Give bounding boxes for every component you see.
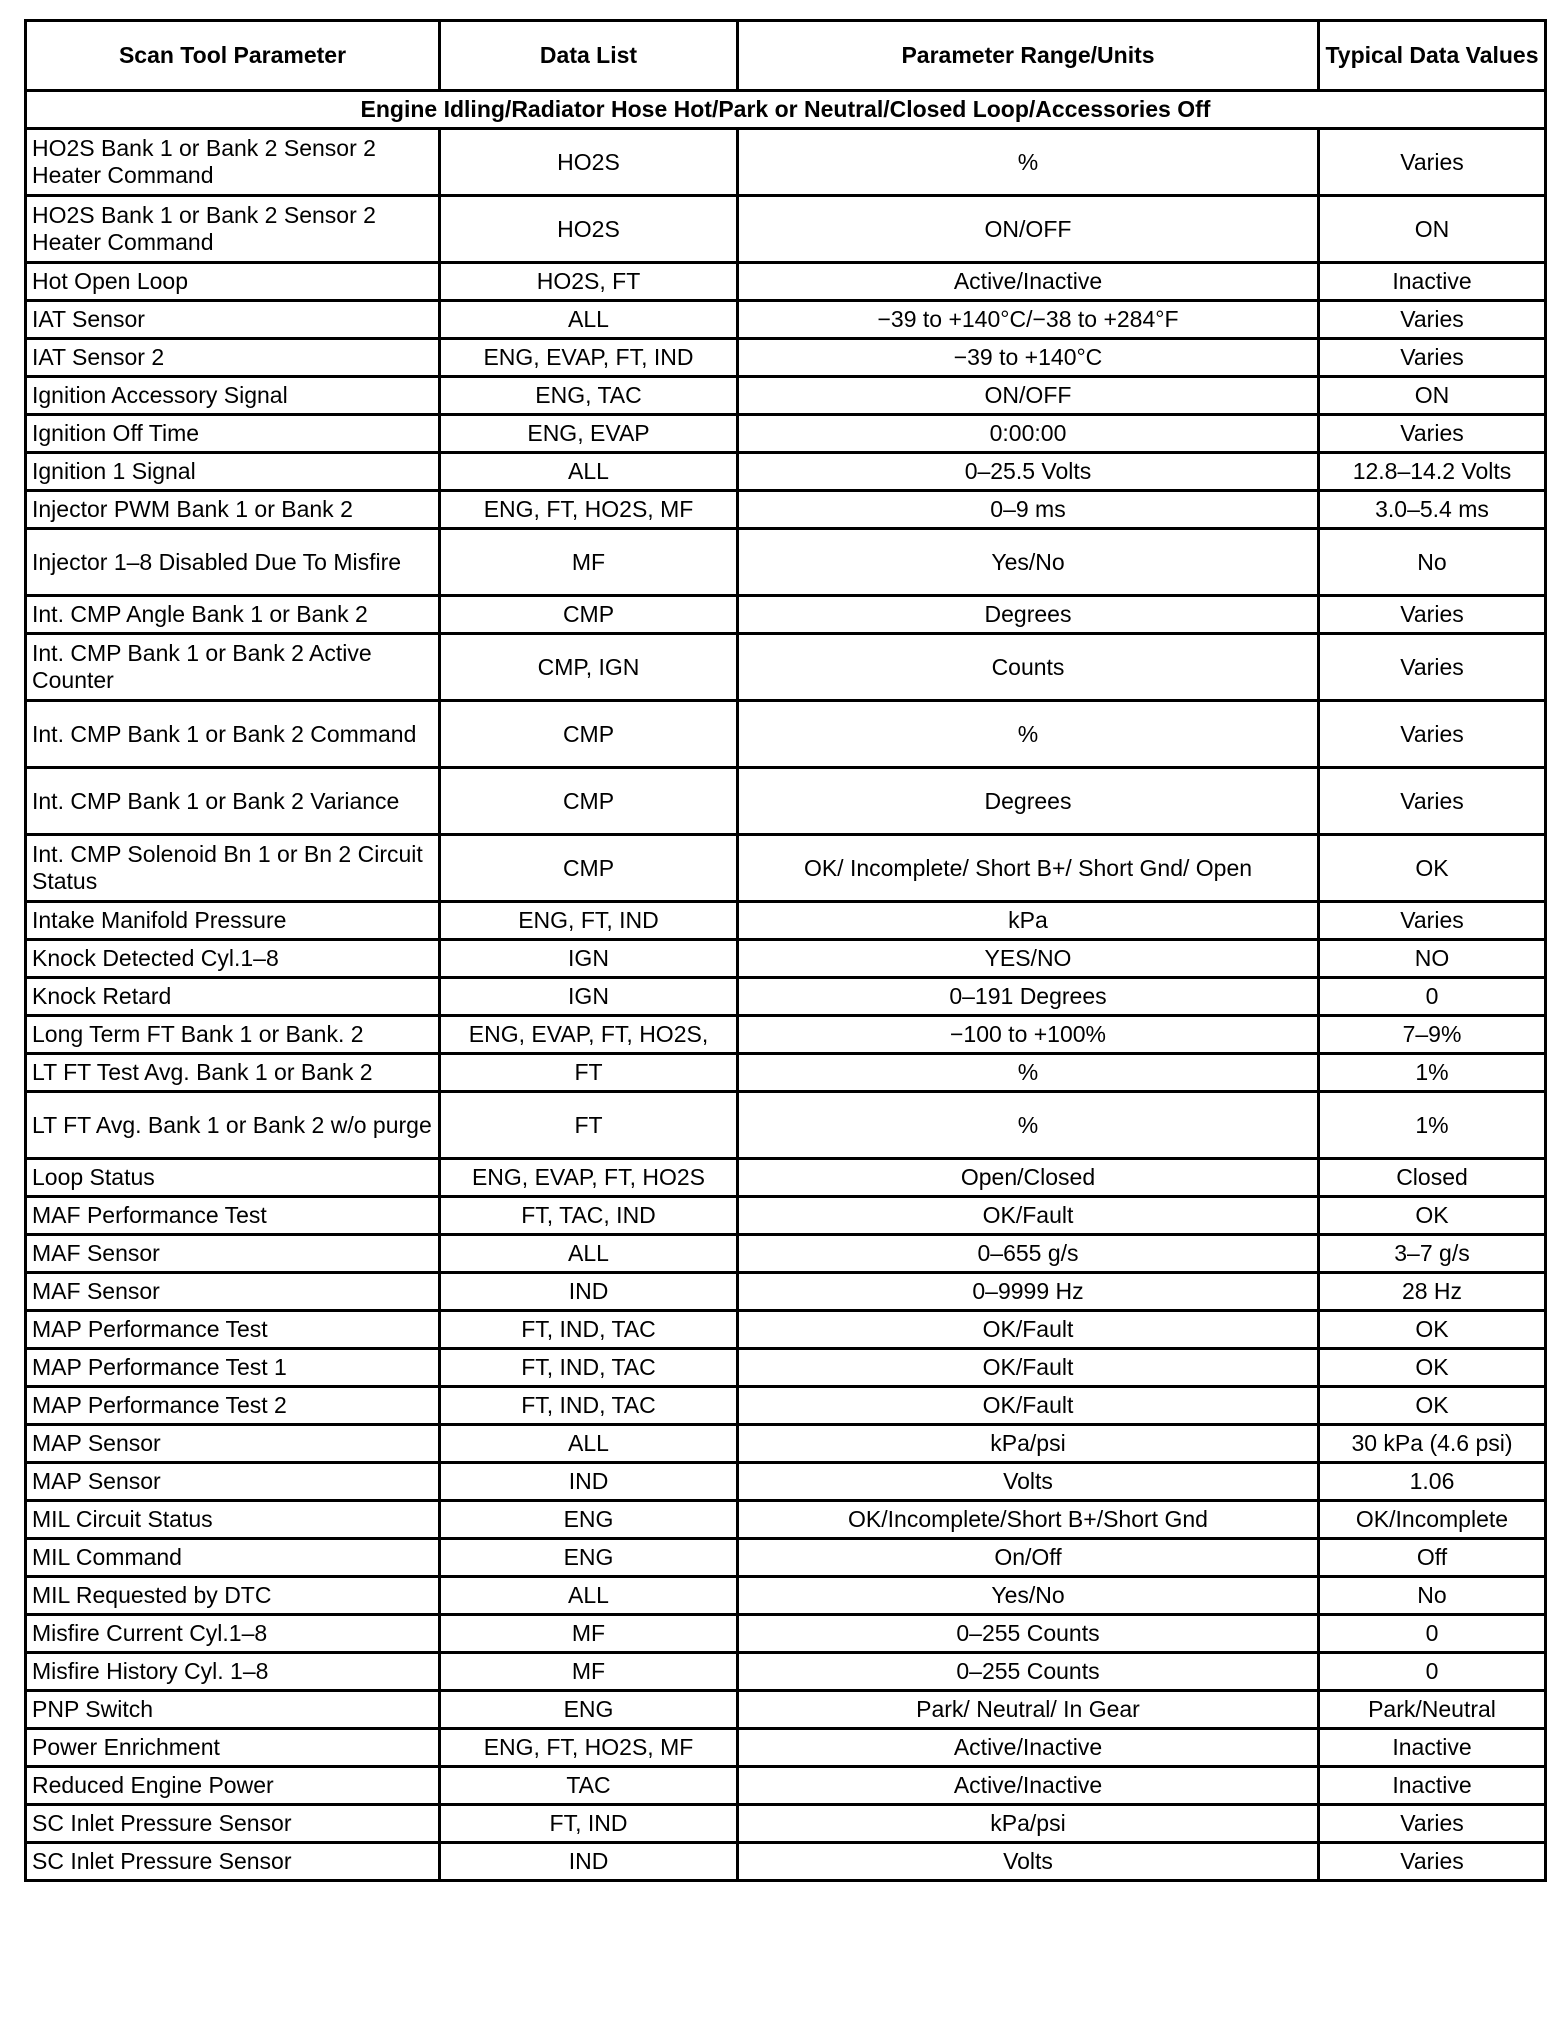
cell-parameter: Hot Open Loop xyxy=(26,263,440,301)
condition-row xyxy=(26,91,1546,129)
table-row xyxy=(26,1349,1546,1387)
table-row xyxy=(26,1729,1546,1767)
cell-typical-value: Varies xyxy=(1319,1843,1546,1881)
cell-range: Active/Inactive xyxy=(738,1729,1319,1767)
table-row xyxy=(26,1197,1546,1235)
cell-data-list: ENG, EVAP xyxy=(440,415,738,453)
cell-parameter: MAP Performance Test 1 xyxy=(26,1349,440,1387)
cell-typical-value: 12.8–14.2 Volts xyxy=(1319,453,1546,491)
table-row xyxy=(26,1235,1546,1273)
cell-range: OK/Fault xyxy=(738,1197,1319,1235)
cell-data-list: ENG, FT, IND xyxy=(440,902,738,940)
table-row xyxy=(26,1092,1546,1159)
cell-parameter: MAP Sensor xyxy=(26,1463,440,1501)
cell-typical-value: Varies xyxy=(1319,129,1546,196)
table-row xyxy=(26,1653,1546,1691)
table-row xyxy=(26,1805,1546,1843)
cell-range: Active/Inactive xyxy=(738,263,1319,301)
cell-parameter: Ignition 1 Signal xyxy=(26,453,440,491)
cell-parameter: Loop Status xyxy=(26,1159,440,1197)
cell-range: On/Off xyxy=(738,1539,1319,1577)
cell-typical-value: 3–7 g/s xyxy=(1319,1235,1546,1273)
cell-range: 0–191 Degrees xyxy=(738,978,1319,1016)
cell-parameter: Int. CMP Bank 1 or Bank 2 Active Counter xyxy=(26,634,440,701)
cell-range: ON/OFF xyxy=(738,377,1319,415)
cell-typical-value: 0 xyxy=(1319,1653,1546,1691)
cell-data-list: ALL xyxy=(440,1235,738,1273)
cell-parameter: Int. CMP Angle Bank 1 or Bank 2 xyxy=(26,596,440,634)
cell-data-list: CMP xyxy=(440,768,738,835)
cell-range: Yes/No xyxy=(738,529,1319,596)
header-typical-data-values: Typical Data Values xyxy=(1319,21,1546,91)
table-row xyxy=(26,1843,1546,1881)
table-row xyxy=(26,1539,1546,1577)
cell-typical-value: 7–9% xyxy=(1319,1016,1546,1054)
table-row xyxy=(26,634,1546,701)
cell-data-list: MF xyxy=(440,1653,738,1691)
cell-data-list: CMP xyxy=(440,596,738,634)
cell-range: % xyxy=(738,701,1319,768)
cell-typical-value: 0 xyxy=(1319,978,1546,1016)
cell-parameter: Knock Detected Cyl.1–8 xyxy=(26,940,440,978)
cell-parameter: MAF Sensor xyxy=(26,1273,440,1311)
cell-parameter: Injector PWM Bank 1 or Bank 2 xyxy=(26,491,440,529)
table-row xyxy=(26,978,1546,1016)
cell-typical-value: Varies xyxy=(1319,339,1546,377)
scan-tool-data-table xyxy=(24,19,1547,1882)
cell-typical-value: 0 xyxy=(1319,1615,1546,1653)
cell-typical-value: OK xyxy=(1319,1387,1546,1425)
cell-range: 0–655 g/s xyxy=(738,1235,1319,1273)
header-row xyxy=(26,21,1546,91)
cell-typical-value: Closed xyxy=(1319,1159,1546,1197)
cell-parameter: MAP Performance Test xyxy=(26,1311,440,1349)
cell-data-list: FT, IND xyxy=(440,1805,738,1843)
header-scan-tool-parameter: Scan Tool Parameter xyxy=(26,21,440,91)
cell-range: 0:00:00 xyxy=(738,415,1319,453)
cell-data-list: IND xyxy=(440,1273,738,1311)
cell-data-list: ALL xyxy=(440,1425,738,1463)
cell-range: 0–25.5 Volts xyxy=(738,453,1319,491)
cell-range: Volts xyxy=(738,1463,1319,1501)
table-row xyxy=(26,339,1546,377)
table-row xyxy=(26,1425,1546,1463)
table-row xyxy=(26,1463,1546,1501)
cell-data-list: HO2S xyxy=(440,129,738,196)
cell-typical-value: Varies xyxy=(1319,902,1546,940)
cell-typical-value: 30 kPa (4.6 psi) xyxy=(1319,1425,1546,1463)
cell-parameter: MIL Requested by DTC xyxy=(26,1577,440,1615)
cell-parameter: Misfire Current Cyl.1–8 xyxy=(26,1615,440,1653)
cell-range: OK/Fault xyxy=(738,1349,1319,1387)
table-row xyxy=(26,453,1546,491)
cell-range: −100 to +100% xyxy=(738,1016,1319,1054)
table-row xyxy=(26,940,1546,978)
cell-parameter: PNP Switch xyxy=(26,1691,440,1729)
cell-range: 0–9 ms xyxy=(738,491,1319,529)
cell-parameter: HO2S Bank 1 or Bank 2 Sensor 2 Heater Command xyxy=(26,129,440,196)
cell-data-list: HO2S, FT xyxy=(440,263,738,301)
cell-typical-value: Varies xyxy=(1319,301,1546,339)
cell-typical-value: OK xyxy=(1319,1349,1546,1387)
cell-data-list: CMP xyxy=(440,835,738,902)
table-row xyxy=(26,129,1546,196)
table-row xyxy=(26,902,1546,940)
table-row xyxy=(26,1054,1546,1092)
cell-typical-value: NO xyxy=(1319,940,1546,978)
table-row xyxy=(26,1159,1546,1197)
cell-data-list: IND xyxy=(440,1843,738,1881)
table-row xyxy=(26,701,1546,768)
cell-range: OK/Fault xyxy=(738,1387,1319,1425)
condition-text: Engine Idling/Radiator Hose Hot/Park or Neutral/Closed Loop/Accessories Off xyxy=(26,91,1546,129)
cell-range: kPa xyxy=(738,902,1319,940)
cell-parameter: SC Inlet Pressure Sensor xyxy=(26,1805,440,1843)
cell-data-list: FT xyxy=(440,1092,738,1159)
table-row xyxy=(26,1615,1546,1653)
cell-data-list: CMP, IGN xyxy=(440,634,738,701)
cell-data-list: ENG, EVAP, FT, HO2S xyxy=(440,1159,738,1197)
cell-range: Counts xyxy=(738,634,1319,701)
cell-parameter: Long Term FT Bank 1 or Bank. 2 xyxy=(26,1016,440,1054)
cell-typical-value: OK xyxy=(1319,1311,1546,1349)
cell-range: 0–9999 Hz xyxy=(738,1273,1319,1311)
cell-range: Degrees xyxy=(738,768,1319,835)
cell-data-list: ALL xyxy=(440,1577,738,1615)
cell-range: kPa/psi xyxy=(738,1425,1319,1463)
cell-parameter: Power Enrichment xyxy=(26,1729,440,1767)
table-row xyxy=(26,1577,1546,1615)
cell-parameter: MAP Sensor xyxy=(26,1425,440,1463)
table-row xyxy=(26,835,1546,902)
table-row xyxy=(26,415,1546,453)
table-row xyxy=(26,301,1546,339)
cell-data-list: IGN xyxy=(440,978,738,1016)
cell-range: % xyxy=(738,1054,1319,1092)
cell-typical-value: Park/Neutral xyxy=(1319,1691,1546,1729)
table-row xyxy=(26,768,1546,835)
cell-typical-value: OK xyxy=(1319,835,1546,902)
table-row xyxy=(26,1311,1546,1349)
cell-typical-value: Inactive xyxy=(1319,263,1546,301)
cell-data-list: MF xyxy=(440,1615,738,1653)
table-row xyxy=(26,196,1546,263)
cell-typical-value: ON xyxy=(1319,196,1546,263)
cell-typical-value: Inactive xyxy=(1319,1729,1546,1767)
cell-data-list: ENG xyxy=(440,1691,738,1729)
cell-parameter: IAT Sensor xyxy=(26,301,440,339)
cell-parameter: Ignition Off Time xyxy=(26,415,440,453)
cell-parameter: MAP Performance Test 2 xyxy=(26,1387,440,1425)
cell-range: 0–255 Counts xyxy=(738,1615,1319,1653)
cell-parameter: Intake Manifold Pressure xyxy=(26,902,440,940)
cell-typical-value: Varies xyxy=(1319,701,1546,768)
cell-data-list: ENG xyxy=(440,1539,738,1577)
cell-parameter: Ignition Accessory Signal xyxy=(26,377,440,415)
cell-data-list: TAC xyxy=(440,1767,738,1805)
cell-typical-value: Varies xyxy=(1319,415,1546,453)
cell-parameter: SC Inlet Pressure Sensor xyxy=(26,1843,440,1881)
cell-typical-value: Inactive xyxy=(1319,1767,1546,1805)
cell-data-list: FT, IND, TAC xyxy=(440,1387,738,1425)
cell-range: ON/OFF xyxy=(738,196,1319,263)
cell-typical-value: 1% xyxy=(1319,1092,1546,1159)
table-row xyxy=(26,491,1546,529)
cell-parameter: Int. CMP Solenoid Bn 1 or Bn 2 Circuit Status xyxy=(26,835,440,902)
cell-range: Volts xyxy=(738,1843,1319,1881)
cell-data-list: IGN xyxy=(440,940,738,978)
cell-typical-value: OK/Incomplete xyxy=(1319,1501,1546,1539)
cell-range: % xyxy=(738,129,1319,196)
cell-typical-value: ON xyxy=(1319,377,1546,415)
header-data-list: Data List xyxy=(440,21,738,91)
cell-typical-value: 1% xyxy=(1319,1054,1546,1092)
cell-data-list: ENG, FT, HO2S, MF xyxy=(440,491,738,529)
cell-data-list: ENG, EVAP, FT, HO2S, xyxy=(440,1016,738,1054)
cell-range: OK/Incomplete/Short B+/Short Gnd xyxy=(738,1501,1319,1539)
cell-data-list: ALL xyxy=(440,301,738,339)
cell-data-list: FT, TAC, IND xyxy=(440,1197,738,1235)
cell-range: Open/Closed xyxy=(738,1159,1319,1197)
cell-data-list: ALL xyxy=(440,453,738,491)
cell-typical-value: Varies xyxy=(1319,768,1546,835)
table-row xyxy=(26,596,1546,634)
cell-typical-value: OK xyxy=(1319,1197,1546,1235)
cell-parameter: MAF Performance Test xyxy=(26,1197,440,1235)
cell-data-list: MF xyxy=(440,529,738,596)
cell-data-list: FT xyxy=(440,1054,738,1092)
cell-range: Park/ Neutral/ In Gear xyxy=(738,1691,1319,1729)
cell-parameter: Int. CMP Bank 1 or Bank 2 Command xyxy=(26,701,440,768)
cell-data-list: IND xyxy=(440,1463,738,1501)
cell-parameter: Injector 1–8 Disabled Due To Misfire xyxy=(26,529,440,596)
cell-data-list: HO2S xyxy=(440,196,738,263)
cell-range: Yes/No xyxy=(738,1577,1319,1615)
cell-data-list: ENG, EVAP, FT, IND xyxy=(440,339,738,377)
cell-parameter: Int. CMP Bank 1 or Bank 2 Variance xyxy=(26,768,440,835)
cell-range: YES/NO xyxy=(738,940,1319,978)
cell-range: 0–255 Counts xyxy=(738,1653,1319,1691)
cell-data-list: FT, IND, TAC xyxy=(440,1311,738,1349)
cell-range: −39 to +140°C xyxy=(738,339,1319,377)
cell-parameter: IAT Sensor 2 xyxy=(26,339,440,377)
table-row xyxy=(26,529,1546,596)
cell-data-list: CMP xyxy=(440,701,738,768)
cell-parameter: MAF Sensor xyxy=(26,1235,440,1273)
cell-data-list: ENG, TAC xyxy=(440,377,738,415)
cell-range: −39 to +140°C/−38 to +284°F xyxy=(738,301,1319,339)
cell-data-list: FT, IND, TAC xyxy=(440,1349,738,1387)
table-row xyxy=(26,1691,1546,1729)
cell-typical-value: Varies xyxy=(1319,1805,1546,1843)
cell-data-list: ENG xyxy=(440,1501,738,1539)
cell-typical-value: No xyxy=(1319,529,1546,596)
cell-parameter: HO2S Bank 1 or Bank 2 Sensor 2 Heater Command xyxy=(26,196,440,263)
table-row xyxy=(26,1387,1546,1425)
cell-parameter: LT FT Test Avg. Bank 1 or Bank 2 xyxy=(26,1054,440,1092)
cell-range: OK/ Incomplete/ Short B+/ Short Gnd/ Open xyxy=(738,835,1319,902)
cell-parameter: LT FT Avg. Bank 1 or Bank 2 w/o purge xyxy=(26,1092,440,1159)
cell-data-list: ENG, FT, HO2S, MF xyxy=(440,1729,738,1767)
cell-range: Active/Inactive xyxy=(738,1767,1319,1805)
cell-typical-value: No xyxy=(1319,1577,1546,1615)
cell-parameter: Knock Retard xyxy=(26,978,440,1016)
cell-typical-value: Varies xyxy=(1319,634,1546,701)
cell-typical-value: 1.06 xyxy=(1319,1463,1546,1501)
cell-parameter: MIL Circuit Status xyxy=(26,1501,440,1539)
cell-typical-value: Varies xyxy=(1319,596,1546,634)
table-row xyxy=(26,1273,1546,1311)
table-row xyxy=(26,1016,1546,1054)
cell-range: Degrees xyxy=(738,596,1319,634)
cell-range: OK/Fault xyxy=(738,1311,1319,1349)
table-row xyxy=(26,377,1546,415)
table-row xyxy=(26,263,1546,301)
cell-typical-value: 3.0–5.4 ms xyxy=(1319,491,1546,529)
cell-typical-value: Off xyxy=(1319,1539,1546,1577)
cell-typical-value: 28 Hz xyxy=(1319,1273,1546,1311)
cell-parameter: Reduced Engine Power xyxy=(26,1767,440,1805)
cell-parameter: Misfire History Cyl. 1–8 xyxy=(26,1653,440,1691)
table-row xyxy=(26,1501,1546,1539)
cell-parameter: MIL Command xyxy=(26,1539,440,1577)
table-row xyxy=(26,1767,1546,1805)
cell-range: kPa/psi xyxy=(738,1805,1319,1843)
header-parameter-range-units: Parameter Range/Units xyxy=(738,21,1319,91)
cell-range: % xyxy=(738,1092,1319,1159)
